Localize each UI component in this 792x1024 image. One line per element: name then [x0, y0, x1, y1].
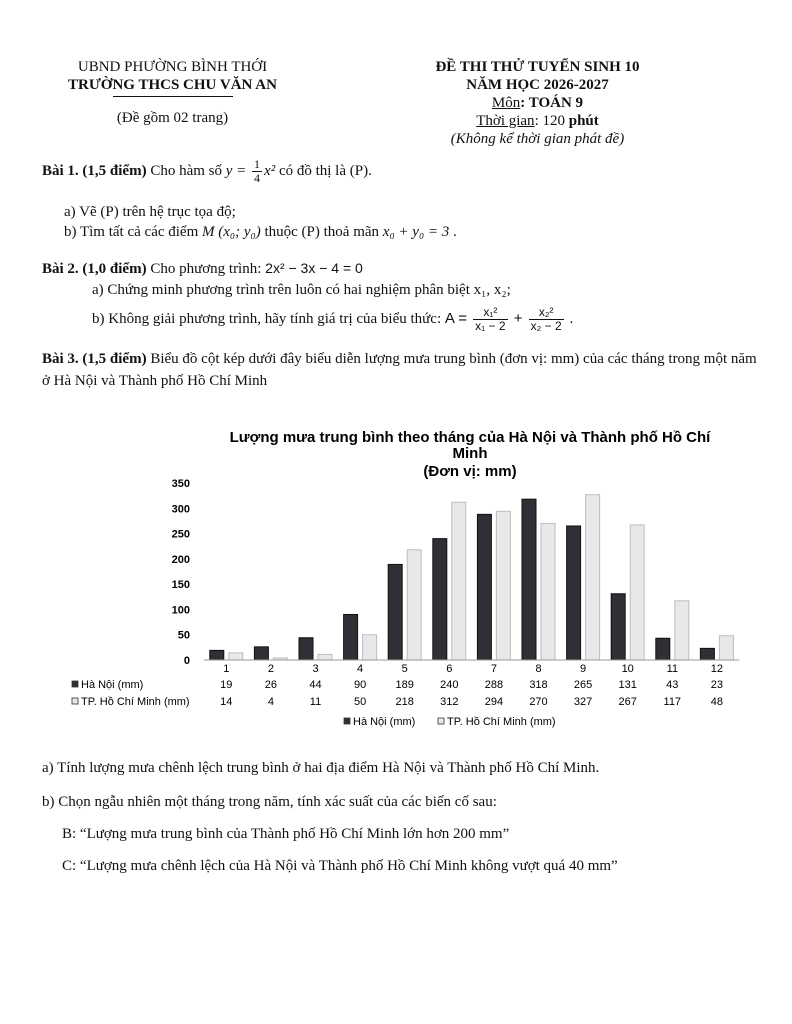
table-value: 44 — [309, 679, 322, 691]
chart-legend — [344, 716, 556, 728]
frac2-num: x₂² — [529, 306, 564, 320]
table-value: 26 — [264, 679, 278, 691]
table-value: 270 — [529, 696, 548, 708]
table-value: 11 — [309, 696, 322, 708]
chart-title-line1: Lượng mưa trung bình theo tháng của Hà Nội và Thành phố Hồ Chí — [229, 429, 711, 446]
x-axis-labels — [204, 660, 739, 675]
y-tick-label: 300 — [171, 503, 190, 516]
bai1-y: y = — [225, 162, 251, 179]
bar-ha-noi — [254, 647, 268, 660]
bai1-a: a) Vẽ (P) trên hệ trục tọa độ; — [64, 204, 236, 220]
table-value: 50 — [353, 696, 367, 708]
table-value: 19 — [220, 679, 233, 691]
bar-hcm — [719, 636, 733, 660]
table-value: 131 — [618, 679, 637, 691]
bai2-end: . — [565, 310, 574, 327]
x-tick-label: 10 — [621, 663, 634, 675]
bar-ha-noi — [567, 526, 581, 660]
y-tick-label: 350 — [171, 478, 190, 490]
bar-ha-noi — [656, 638, 670, 660]
bai3-b: b) Chọn ngẫu nhiên một tháng trong năm, tính xác suất của các biến cố sau: — [42, 794, 497, 810]
table-row-label: Hà Nội (mm) — [81, 679, 144, 691]
bai1-b-pre: b) Tìm tất cả các điểm — [64, 224, 202, 240]
bai1-label: Bài 1. (1,5 điểm) — [42, 162, 147, 179]
bai2-label: Bài 2. (1,0 điểm) — [42, 261, 147, 277]
table-value: 23 — [710, 679, 724, 691]
bar-hcm — [229, 653, 243, 660]
subject-value: : TOÁN 9 — [520, 95, 584, 111]
table-value: 90 — [353, 679, 367, 691]
bai1-b-eq: x₀ + y₀ = 3 — [382, 224, 450, 240]
bar-hcm — [586, 495, 600, 660]
table-key-swatch — [72, 698, 78, 704]
bai1-text-end: có đồ thị là (P). — [275, 162, 372, 179]
bai1-stem — [42, 158, 762, 185]
frac1-num: x₁² — [473, 306, 507, 320]
frac1-den: x₁ − 2 — [475, 319, 506, 333]
x-tick-label: 3 — [312, 663, 319, 675]
bai2-frac1 — [473, 306, 507, 333]
table-value: 117 — [663, 696, 682, 708]
chart-subtitle: (Đơn vị: mm) — [423, 463, 517, 480]
table-value: 265 — [573, 679, 593, 691]
x-tick-label: 11 — [666, 663, 679, 675]
bai1-x2: x² — [264, 162, 276, 179]
y-tick-label: 100 — [171, 604, 190, 617]
time-value: : 120 — [534, 113, 569, 129]
x-tick-label: 2 — [267, 663, 274, 675]
bar-ha-noi — [388, 564, 402, 660]
rainfall-chart — [0, 410, 792, 740]
legend-label: TP. Hồ Chí Minh (mm) — [447, 716, 556, 728]
bai3-label: Bài 3. (1,5 điểm) — [42, 351, 147, 367]
x-tick-label: 4 — [357, 663, 364, 675]
bar-hcm — [452, 502, 466, 660]
bar-ha-noi — [522, 499, 536, 660]
bai2-b-text: b) Không giải phương trình, hãy tính giá trị của biểu thức: — [92, 310, 445, 327]
bai2-stem — [42, 258, 363, 279]
bai1-b-end: . — [449, 224, 457, 240]
header-right — [405, 58, 670, 148]
bar-ha-noi — [477, 514, 491, 660]
data-table — [72, 679, 723, 708]
subject-line — [405, 94, 670, 112]
bai3-text: Biểu đồ cột kép dưới đây biểu diễn lượng mưa trung bình (đơn vị: mm) của các tháng trong một năm ở Hà Nội và Thành phố Hồ Chí Minh — [42, 351, 757, 389]
bai2-eq: 2x² − 3x − 4 = 0 — [265, 260, 363, 276]
bai3-event-c: C: “Lượng mưa chênh lệch của Hà Nội và Thành phố Hồ Chí Minh không vượt quá 40 mm” — [62, 858, 618, 874]
table-value: 294 — [484, 696, 504, 708]
bar-ha-noi — [433, 539, 447, 660]
table-key-swatch — [72, 681, 78, 687]
table-value: 318 — [529, 679, 548, 691]
y-tick-label: 0 — [183, 655, 190, 667]
frac-den: 4 — [254, 171, 261, 185]
exam-title: ĐỀ THI THỬ TUYỂN SINH 10 — [435, 59, 640, 75]
header-divider — [113, 96, 233, 97]
table-value: 267 — [618, 696, 637, 708]
x-tick-label: 9 — [580, 663, 587, 675]
table-row-label: TP. Hồ Chí Minh (mm) — [81, 696, 190, 708]
table-value: 48 — [710, 696, 724, 708]
bai1-b-mid: thuộc (P) thoả mãn — [260, 224, 383, 240]
frac2-den: x₂ − 2 — [530, 319, 562, 333]
bar-hcm — [675, 601, 689, 660]
x-tick-label: 6 — [446, 663, 453, 675]
bar-ha-noi — [210, 650, 224, 660]
bai2-plus: + — [509, 309, 527, 327]
table-value: 240 — [440, 679, 459, 691]
subject-label: Môn — [491, 95, 521, 111]
table-value: 43 — [666, 679, 679, 691]
bar-hcm — [407, 550, 421, 660]
bar-hcm — [496, 511, 510, 660]
chart-title-line2: Minh — [452, 445, 488, 462]
table-value: 312 — [440, 696, 459, 708]
bai3-event-b: B: “Lượng mưa trung bình của Thành phố Hồ Chí Minh lớn hơn 200 mm” — [62, 826, 510, 842]
y-tick-label: 50 — [177, 629, 190, 642]
bai2-frac2 — [529, 306, 564, 333]
x-tick-label: 1 — [223, 663, 230, 675]
bai1-text: Cho hàm số — [146, 162, 226, 179]
y-tick-label: 200 — [171, 553, 190, 566]
bai1-fraction — [252, 158, 262, 185]
x-tick-label: 8 — [535, 663, 542, 675]
x-tick-label: 5 — [401, 663, 408, 675]
time-unit: phút — [568, 113, 599, 129]
table-value: 218 — [395, 696, 414, 708]
header-left — [40, 58, 305, 127]
bar-ha-noi — [299, 638, 313, 660]
y-axis-ticks — [172, 478, 190, 667]
school-year: NĂM HỌC 2026-2027 — [466, 77, 609, 93]
legend-swatch — [344, 718, 350, 724]
bai2-text: Cho phương trình: — [146, 261, 266, 277]
bar-ha-noi — [700, 648, 714, 660]
bai3-a: a) Tính lượng mưa chênh lệch trung bình ở hai địa điểm Hà Nội và Thành phố Hồ Chí Minh. — [42, 760, 600, 776]
ward-name: UBND PHƯỜNG BÌNH THỚI — [77, 59, 268, 75]
table-value: 14 — [220, 696, 233, 708]
table-value: 189 — [395, 679, 414, 691]
table-value: 288 — [484, 679, 504, 691]
bar-hcm — [363, 635, 377, 660]
bai1-b-point: M (x₀; y₀) — [202, 224, 261, 240]
legend-swatch — [438, 718, 444, 724]
bai2-b — [92, 306, 573, 333]
bar-hcm — [541, 523, 555, 660]
legend-label: Hà Nội (mm) — [353, 716, 416, 728]
time-label: Thời gian — [476, 113, 535, 129]
frac-num: 1 — [254, 157, 261, 171]
bai1-b — [64, 222, 457, 242]
bar-hcm — [318, 654, 332, 660]
y-tick-label: 250 — [171, 528, 190, 541]
bai2-expr-a: A = — [444, 309, 472, 327]
bar-ha-noi — [611, 594, 625, 660]
bar-ha-noi — [344, 614, 358, 660]
time-note: (Không kể thời gian phát đề) — [450, 131, 625, 147]
time-line — [405, 112, 670, 130]
table-value: 4 — [267, 696, 274, 708]
bar-hcm — [630, 525, 644, 660]
pages-note: (Đề gồm 02 trang) — [116, 110, 229, 126]
y-tick-label: 150 — [171, 579, 190, 592]
x-tick-label: 7 — [490, 663, 497, 675]
x-tick-label: 12 — [710, 663, 724, 675]
bai2-a: a) Chứng minh phương trình trên luôn có hai nghiệm phân biệt x₁, x₂; — [92, 282, 511, 298]
bai3-stem — [42, 348, 757, 392]
school-name: TRƯỜNG THCS CHU VĂN AN — [68, 77, 277, 93]
bars — [210, 495, 734, 660]
table-value: 327 — [573, 696, 593, 708]
